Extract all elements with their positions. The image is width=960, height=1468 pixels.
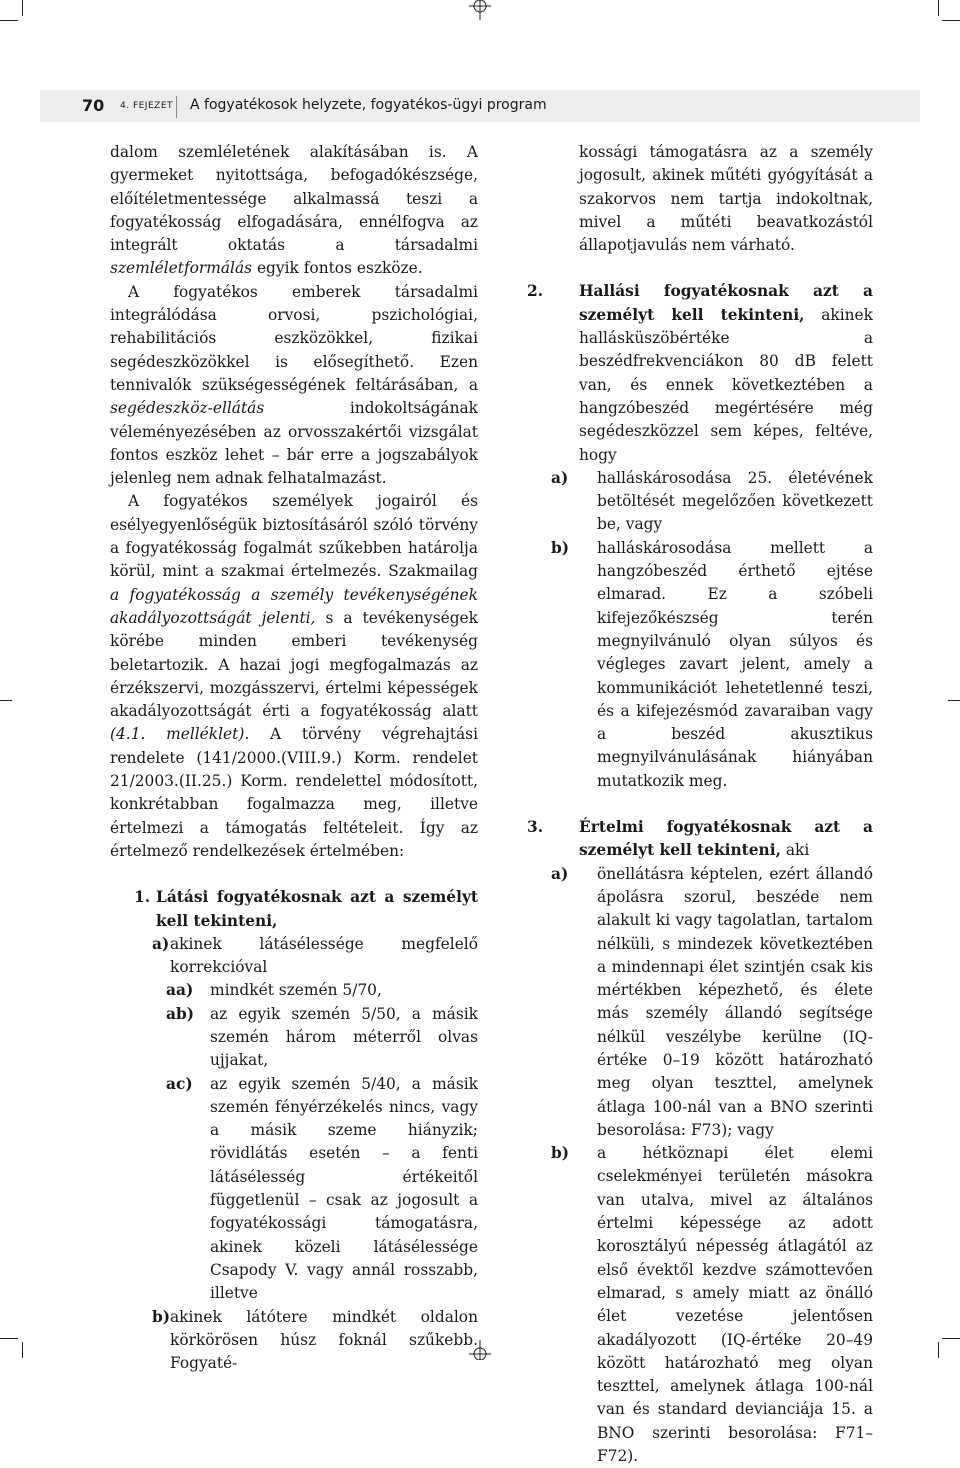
list-item-1a: a) akinek látásélessége megfelelő korrekcióval xyxy=(152,934,478,977)
left-column xyxy=(110,141,478,1375)
list-item-3-heading: Értelmi fogyatékosnak azt a személyt kell tekinteni, xyxy=(579,818,873,860)
list-item-3-number: 3. xyxy=(527,818,544,837)
paragraph-3: A fogyatékos személyek jogairól és esélyegyenlőségük biztosításáról szóló törvény a fogyatékosság fogalmát szűkebben határolja körül, mint a szakmai értelmezés. Szakmailag a fogyatékosság a személy tevékenységének akadályozottságát jelenti, s a tevékenységek körébe minden emberi tevékenység beletartozik. A hazai jogi megfogalmazás az érzékszervi, mozgásszervi, értelmi képességek akadályozottságát érti a fogyatékosság alatt (4.1. melléklet). A törvény végrehajtási rendelete (141/2000.(VIII.9.) Korm. rendelet 21/2003.(II.25.) Korm. rendelettel módosított, konkrétabban fogalmazza meg, illetve értelmezi a támogatás feltételeit. Így az értelmező rendelkezések értelmében: xyxy=(110,492,479,860)
list-item-2a: a) halláskárosodása 25. életévének betöltését megelőzően következett be, vagy xyxy=(551,468,873,534)
header-divider xyxy=(176,96,177,118)
list-item-1aa: aa) mindkét szemén 5/70, xyxy=(166,981,382,1000)
list-item-2-heading: Hallási fogyatékosnak azt a személyt kell tekinteni, xyxy=(579,282,873,324)
list-item-2b: b) halláskárosodása mellett a hangzóbeszéd érthető ejtése elmarad. Ez a szóbeli kifejezőkészség terén megnyilvánuló olyan súlyos és végleges zavart jelent, amely a kommunikációt lehetetlenné teszi, és a kifejezésmód zavaraiban vagy a beszéd akusztikus megnyilvánulásának hiányában mutatkozik meg. xyxy=(551,538,873,790)
list-item-1 xyxy=(110,886,478,933)
continuation-paragraph: kossági támogatásra az a személy jogosult, akinek műtéti gyógyítását a szakorvos nem tartja indokoltnak, mivel a műtéti beavatkozástól állapotjavulás nem várható. xyxy=(579,143,873,255)
list-item-1-number: 1. xyxy=(134,888,151,907)
list-item-3b: b) a hétköznapi élet elemi cselekményei területén másokra van utalva, mivel az általános értelmi képessége az adott korosztályú népesség átlagától az első évektől kezdve számottevően elmarad, s amely miatt az önálló élet vezetése jelentősen akadályozott (IQ-értéke 20–49 között határozható meg olyan teszttel, amelynek átlaga 100-nál van és standard devianciája 15. a BNO szerinti besorolása: F71–F72). xyxy=(551,1144,873,1466)
list-item-1b: b) akinek látótere mindkét oldalon körkörösen húsz foknál szűkebb. Fogyaté- xyxy=(152,1307,478,1373)
list-item-1ac: ac) az egyik szemén 5/40, a másik szemén fényérzékelés nincs, vagy a másik szeme hiányzik; rövidlátás esetén – a fenti látásélesség értékeitől függetlenül – csak az jogosult a fogyatékossági támogatásra, akinek közeli látásélessége Csapody V. vagy annál rosszabb, illetve xyxy=(166,1074,478,1303)
paragraph-2: A fogyatékos emberek társadalmi integrálódása orvosi, pszichológiai, rehabilitációs eszközökkel, fizikai segédeszközökkel is elősegíthető. Ezen tennivalók szükségességének feltárásában, a segédeszköz-ellátás indokoltságának véleményezésében az orvosszakértői vizsgálat fontos eszköz lehet – bár erre a jogszabályok jelenleg nem adnak felhatalmazást. xyxy=(110,282,478,488)
list-item-1-heading: Látási fogyatékosnak azt a személyt kell tekinteni, xyxy=(156,888,478,930)
crop-mark-mid-left xyxy=(0,700,12,701)
list-item-3a: a) önellátásra képtelen, ezért állandó ápolásra szorul, beszéde nem alakult ki vagy tagolatlan, tartalom nélküli, s mindezek következtében a mindennapi élet szintjén csak kis mértékben képezhető, és élete más személy állandó segítsége nélkül veszélybe kerülne (IQ-értéke 0–19 között határozható meg olyan teszttel, amelynek átlaga 100-nál van a BNO szerinti besorolása: F73); vagy xyxy=(551,864,873,1139)
paragraph-1: dalom szemléletének alakításában is. A gyermeket nyitottsága, befogadókészsége, előítéletmentessége alkalmassá teszi a fogyatékosság elfogadására, ennélfogva az integrált oktatás a társadalmi szemléletformálás egyik fontos eszköze. xyxy=(110,143,478,278)
chapter-label: 4. FEJEZET xyxy=(120,101,174,111)
list-item-1ab: ab) az egyik szemén 5/50, a másik szemén három méterről olvas ujjakat, xyxy=(166,1004,478,1070)
crop-mark-top-right-v xyxy=(938,0,939,16)
crop-mark-bottom-left xyxy=(0,1338,18,1339)
crop-mark-mid-right xyxy=(948,700,960,701)
right-column xyxy=(527,141,873,1468)
list-item-3: 3. Értelmi fogyatékosnak azt a személyt kell tekinteni, aki xyxy=(527,818,873,860)
crop-mark-bottom-right xyxy=(942,1338,960,1339)
registration-mark-top-icon xyxy=(469,0,491,22)
list-item-2-number: 2. xyxy=(527,282,544,301)
page-number: 70 xyxy=(82,96,105,115)
list-item-2: 2. Hallási fogyatékosnak azt a személyt kell tekinteni, akinek hallásküszöbértéke a beszédfrekvenciákon 80 dB felett van, és ennek következtében a hangzóbeszéd megértésére még segédeszközzel sem képes, feltéve, hogy xyxy=(527,282,873,464)
crop-mark-top-left xyxy=(0,20,18,21)
crop-mark-top-right xyxy=(942,20,960,21)
crop-mark-bottom-right-v xyxy=(938,1342,939,1358)
crop-mark-bottom-left-v xyxy=(22,1342,23,1358)
chapter-title: A fogyatékosok helyzete, fogyatékos-ügyi program xyxy=(190,97,547,113)
crop-mark-top-left-v xyxy=(22,0,23,16)
